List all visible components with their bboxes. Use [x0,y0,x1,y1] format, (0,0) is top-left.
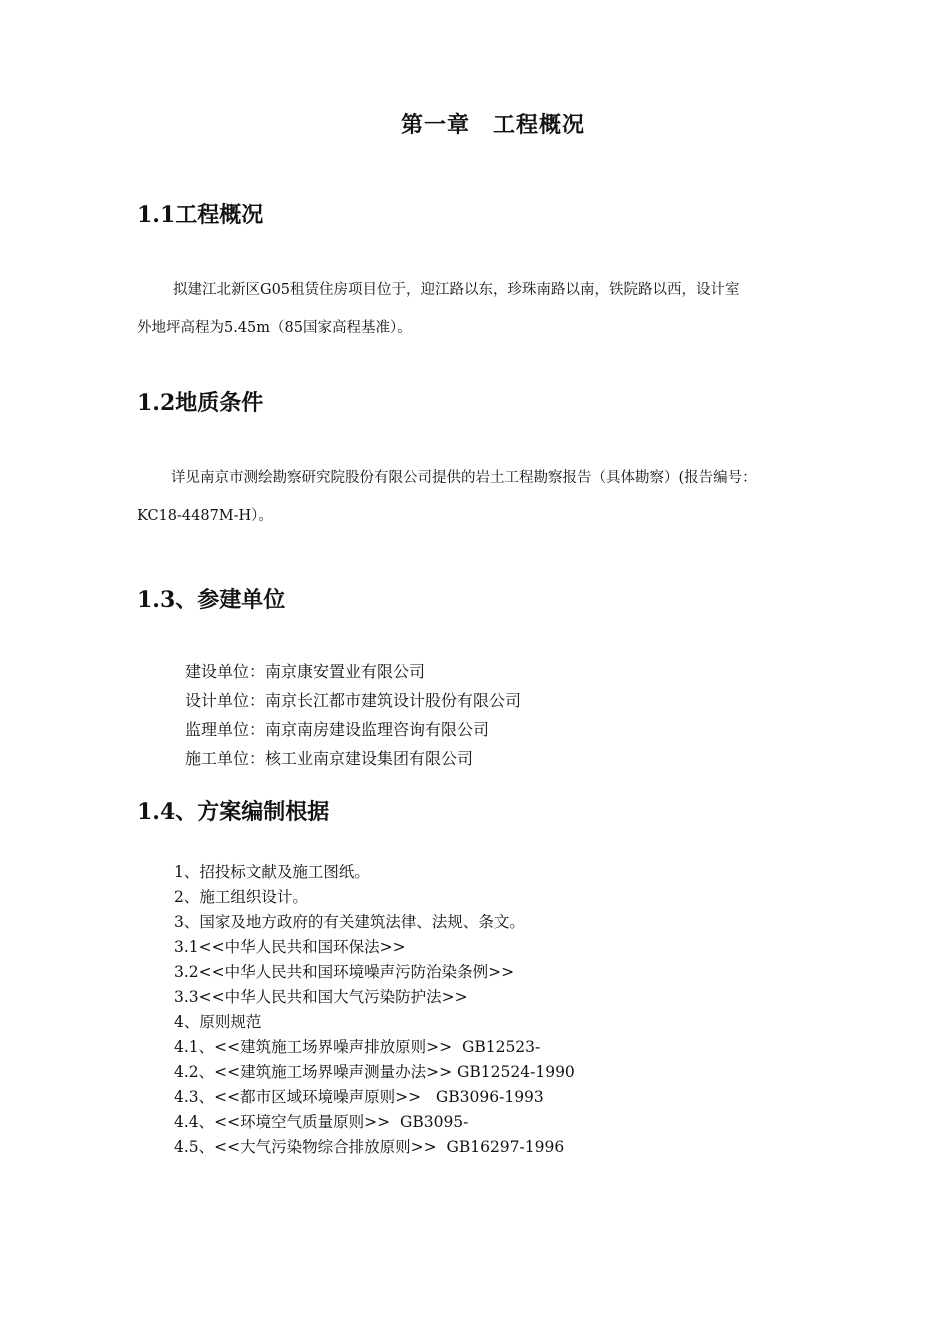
list-item: 2、施工组织设计。 [174,888,308,906]
list-item: 4.2、<<建筑施工场界噪声测量办法>> GB12524-1990 [174,1063,575,1081]
list-item: 4.3、<<都市区域环境噪声原则>> GB3096-1993 [174,1088,544,1106]
list-item: 3.3<<中华人民共和国大气污染防护法>> [174,988,468,1006]
section-heading-1-3: 1.3、参建单位 [137,587,286,613]
paragraph-line: 详见南京市测绘勘察研究院股份有限公司提供的岩土工程勘察报告（具体勘察）(报告编号： [171,470,757,486]
basis-list [174,860,575,1160]
unit-row-construction: 建设单位：南京康安置业有限公司 [185,662,426,681]
section-1-2-paragraph [137,459,849,535]
list-item: 3.1<<中华人民共和国环保法>> [174,938,406,956]
list-item: 4.4、<<环境空气质量原则>> GB3095- [174,1113,469,1131]
list-item: 3、国家及地方政府的有关建筑法律、法规、条文。 [174,913,525,931]
section-1-1-paragraph [137,271,849,347]
unit-row-design: 设计单位：南京长江都市建筑设计股份有限公司 [185,691,522,710]
paragraph-line: 外地坪高程为5.45m（85国家高程基准）。 [137,320,412,336]
section-heading-1-1: 1.1工程概况 [137,202,264,228]
paragraph-line: KC18-4487M-H）。 [137,508,273,524]
list-item: 4、原则规范 [174,1013,262,1031]
participating-units-list [185,657,521,773]
list-item: 3.2<<中华人民共和国环境噪声污防治染条例>> [174,963,515,981]
section-heading-1-2: 1.2地质条件 [137,390,264,416]
section-heading-1-4: 1.4、方案编制根据 [137,799,330,825]
list-item: 4.1、<<建筑施工场界噪声排放原则>> GB12523- [174,1038,541,1056]
chapter-title: 第一章 工程概况 [400,112,585,138]
paragraph-line: 拟建江北新区G05租赁住房项目位于，迎江路以东，珍珠南路以南，铁院路以西，设计室 [173,282,740,298]
list-item: 1、招投标文献及施工图纸。 [174,863,370,881]
unit-row-contractor: 施工单位：核工业南京建设集团有限公司 [185,749,474,768]
list-item: 4.5、<<大气污染物综合排放原则>> GB16297-1996 [174,1138,565,1156]
unit-row-supervision: 监理单位：南京南房建设监理咨询有限公司 [185,720,490,739]
